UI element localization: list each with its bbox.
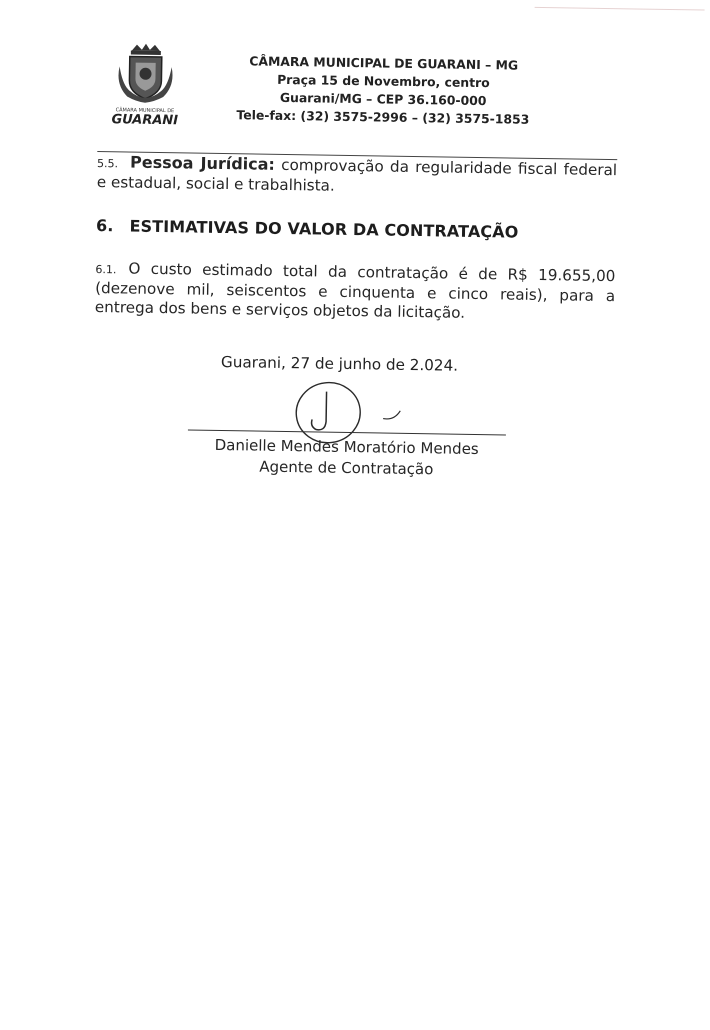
closing-date: Guarani, 27 de junho de 2.024.: [220, 352, 459, 375]
section-6-heading: [96, 216, 519, 242]
item-text: O custo estimado total da contratação é de R$ 19.655,00 (dezenove mil, seiscentos e cinquenta e cinco reais), para a entrega dos bens e serviços objetos da licitação.: [94, 259, 616, 322]
svg-text:CÂMARA MUNICIPAL DE: CÂMARA MUNICIPAL DE: [115, 107, 175, 115]
item-label: Pessoa Jurídica:: [129, 152, 276, 174]
letterhead-address: Praça 15 de Novembro, centro: [277, 71, 490, 91]
scan-artifact: [535, 7, 705, 11]
item-number: 6.1.: [95, 262, 117, 277]
signatory-role: Agente de Contratação: [259, 457, 434, 479]
letterhead-city-cep: Guarani/MG – CEP 36.160-000: [279, 89, 487, 109]
item-5-5: [97, 152, 618, 200]
camara-logo: [103, 40, 188, 125]
svg-text:GUARANI: GUARANI: [111, 112, 179, 126]
section-number: 6.: [95, 216, 114, 236]
letterhead: [233, 52, 534, 129]
letterhead-title: CÂMARA MUNICIPAL DE GUARANI – MG: [249, 53, 519, 73]
signatory-block: [187, 434, 506, 481]
item-6-1: [95, 259, 616, 325]
signatory-name: Danielle Mendes Moratório Mendes: [214, 435, 479, 459]
section-title: ESTIMATIVAS DO VALOR DA CONTRATAÇÃO: [129, 216, 519, 242]
item-text: comprovação da regularidade fiscal federal e estadual, social e trabalhista.: [96, 155, 618, 195]
item-number: 5.5.: [97, 157, 119, 171]
letterhead-phone: Tele-fax: (32) 3575-2996 – (32) 3575-1853: [236, 107, 530, 127]
